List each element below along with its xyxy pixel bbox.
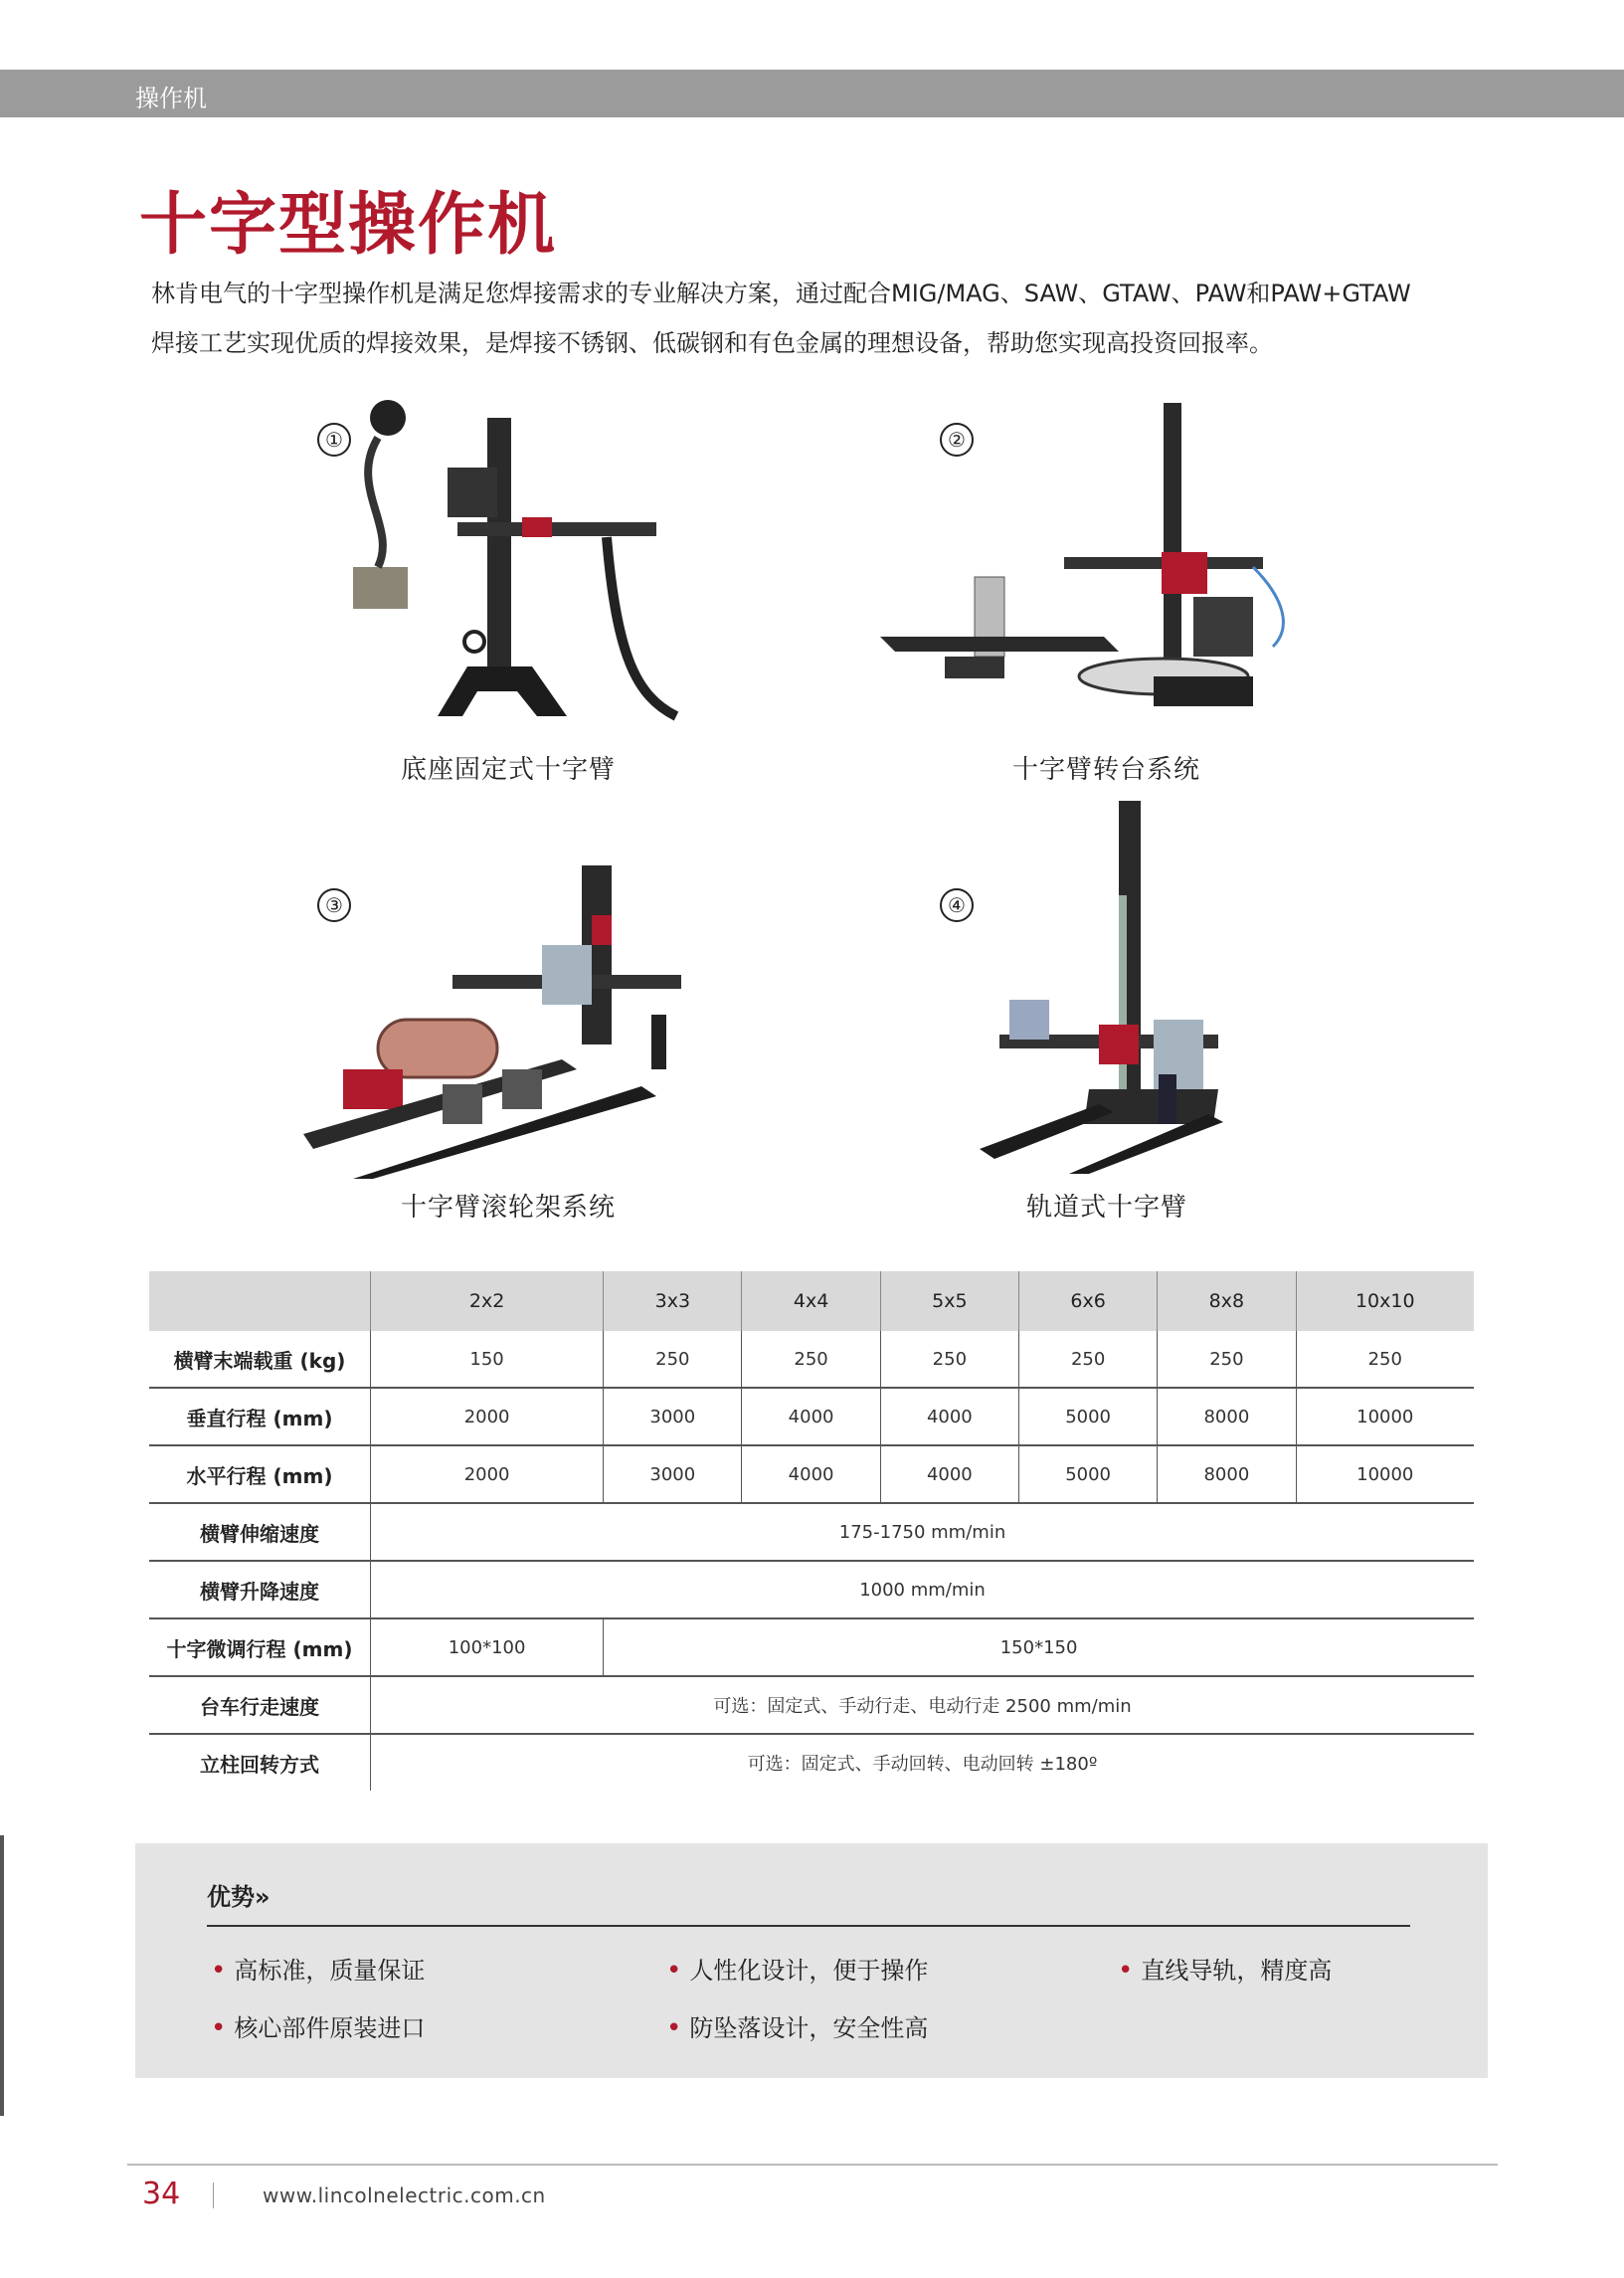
table-cell: 4000: [880, 1445, 1018, 1503]
table-row: [149, 1331, 1474, 1388]
table-cell-merged: 可选：固定式、手动行走、电动行走 2500 mm/min: [371, 1676, 1475, 1734]
advantage-item: [211, 1951, 425, 1986]
section-header-bar: [0, 70, 1624, 117]
advantage-text: 高标准，质量保证: [234, 1957, 426, 1985]
product-image-base-fixed-boom: [338, 398, 696, 736]
product-number-3: ③: [317, 888, 351, 922]
table-cell-merged: 1000 mm/min: [371, 1561, 1475, 1618]
table-cell: 4000: [742, 1445, 880, 1503]
table-cell: 8000: [1158, 1388, 1296, 1445]
section-label: 操作机: [135, 85, 207, 112]
product-number-4: ④: [940, 888, 974, 922]
table-corner: [149, 1271, 371, 1331]
product-caption-4: 轨道式十字臂: [1026, 1193, 1188, 1223]
table-cell: 5000: [1018, 1388, 1157, 1445]
column-header: 4x4: [742, 1271, 880, 1331]
row-label: 垂直行程 (mm): [149, 1388, 371, 1445]
product-number-2: ②: [940, 423, 974, 457]
advantage-item: [666, 2008, 928, 2043]
product-caption-3: 十字臂滚轮架系统: [401, 1193, 617, 1223]
row-label: 台车行走速度: [149, 1676, 371, 1734]
row-label: 十字微调行程 (mm): [149, 1618, 371, 1676]
table-cell: 250: [604, 1331, 742, 1388]
bullet-icon: •: [666, 1956, 682, 1986]
table-cell: 10000: [1296, 1445, 1474, 1503]
column-header: 2x2: [371, 1271, 604, 1331]
table-cell: 2000: [371, 1445, 604, 1503]
table-cell: 100*100: [371, 1618, 604, 1676]
table-cell: 150: [371, 1331, 604, 1388]
table-cell-merged: 175-1750 mm/min: [371, 1503, 1475, 1561]
column-header: 10x10: [1296, 1271, 1474, 1331]
product-caption-2: 十字臂转台系统: [1012, 755, 1201, 785]
column-header: 5x5: [880, 1271, 1018, 1331]
footer-divider: [127, 2164, 1498, 2166]
product-image-boom-roller-system: [303, 855, 701, 1179]
advantages-divider: [207, 1925, 1410, 1927]
page-number: 34: [142, 2177, 181, 2211]
table-cell: 2000: [371, 1388, 604, 1445]
column-header: 8x8: [1158, 1271, 1296, 1331]
table-row: [149, 1734, 1474, 1791]
intro-text: [151, 269, 1504, 368]
spec-table: [149, 1271, 1474, 1791]
table-cell: 250: [1018, 1331, 1157, 1388]
row-label: 立柱回转方式: [200, 1752, 319, 1777]
row-label: 水平行程 (mm): [149, 1445, 371, 1503]
table-cell: 250: [742, 1331, 880, 1388]
product-number-1: ①: [317, 423, 351, 457]
table-cell: 250: [880, 1331, 1018, 1388]
table-cell: 250: [1296, 1331, 1474, 1388]
table-cell: 8000: [1158, 1445, 1296, 1503]
row-label: 横臂伸缩速度: [149, 1503, 371, 1561]
advantage-text: 人性化设计，便于操作: [689, 1957, 929, 1985]
advantages-panel: [135, 1843, 1488, 2078]
table-row: [149, 1388, 1474, 1445]
row-label: 横臂末端载重 (kg): [149, 1331, 371, 1388]
product-image-boom-turntable-system: [875, 398, 1333, 736]
table-cell-merged: 150*150: [604, 1618, 1474, 1676]
advantage-item: [211, 2008, 425, 2043]
intro-line: 焊接工艺实现优质的焊接效果，是焊接不锈钢、低碳钢和有色金属的理想设备，帮助您实现高投资回报率。: [151, 329, 1273, 357]
table-cell: 3000: [604, 1445, 742, 1503]
table-cell-merged: 可选：固定式、手动回转、电动回转 ±180º: [371, 1734, 1475, 1791]
intro-line: 林肯电气的十字型操作机是满足您焊接需求的专业解决方案，通过配合MIG/MAG、SAW、GTAW、PAW和PAW+GTAW: [151, 280, 1411, 307]
bullet-icon: •: [666, 2013, 682, 2043]
table-row: [149, 1676, 1474, 1734]
table-cell: 4000: [880, 1388, 1018, 1445]
table-cell: 3000: [604, 1388, 742, 1445]
bullet-icon: •: [211, 2013, 227, 2043]
table-header-row: [149, 1271, 1474, 1331]
product-image-rail-boom: [980, 796, 1238, 1174]
website-link[interactable]: www.lincolnelectric.com.cn: [263, 2183, 546, 2207]
column-header: 3x3: [604, 1271, 742, 1331]
product-caption-1: 底座固定式十字臂: [401, 755, 617, 785]
page-title: 十字型操作机: [139, 186, 558, 265]
table-cell: 10000: [1296, 1388, 1474, 1445]
table-row: [149, 1503, 1474, 1561]
table-row: [149, 1618, 1474, 1676]
advantage-item: [1118, 1951, 1332, 1986]
table-cell: 4000: [742, 1388, 880, 1445]
margin-line: [0, 1835, 4, 2116]
table-cell: 250: [1158, 1331, 1296, 1388]
advantage-item: [666, 1951, 928, 1986]
row-label: 横臂升降速度: [149, 1561, 371, 1618]
bullet-icon: •: [1118, 1956, 1134, 1986]
table-row: [149, 1561, 1474, 1618]
advantage-text: 核心部件原装进口: [234, 2014, 426, 2042]
bullet-icon: •: [211, 1956, 227, 1986]
advantages-title: 优势»: [207, 1883, 271, 1911]
footer-separator: [213, 2183, 214, 2208]
table-row: [149, 1445, 1474, 1503]
advantage-text: 防坠落设计，安全性高: [689, 2014, 929, 2042]
column-header: 6x6: [1018, 1271, 1157, 1331]
table-cell: 5000: [1018, 1445, 1157, 1503]
advantage-text: 直线导轨，精度高: [1141, 1957, 1333, 1985]
